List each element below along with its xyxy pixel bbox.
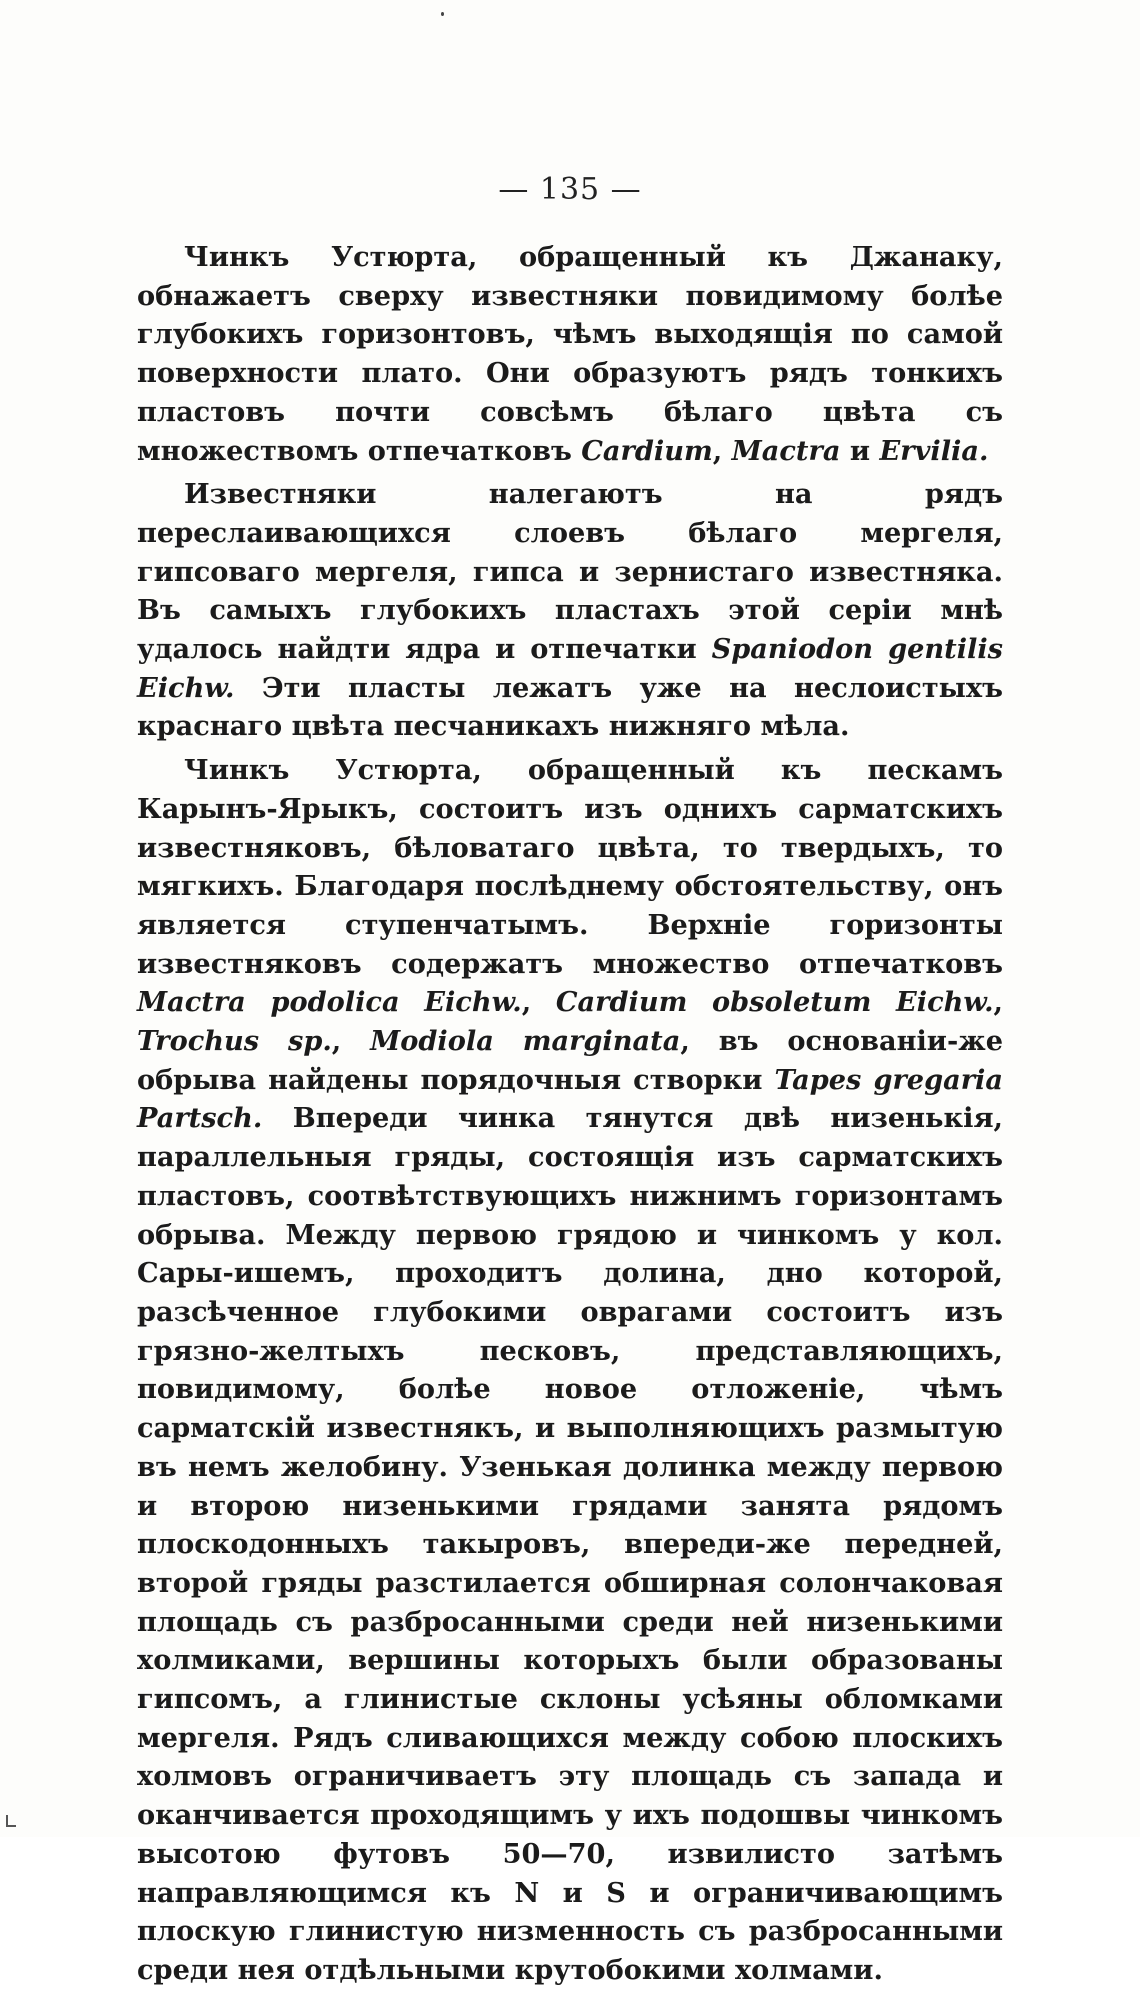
taxon-name: Modiola marginata [370,1025,681,1058]
taxon-name: Tapes gregaria Partsch. [137,1063,1003,1135]
taxon-name: Ervilia. [879,434,989,467]
paragraph-3 [137,751,1003,1990]
corner-mark [6,1815,16,1827]
taxon-name: Mactra podolica Eichw. [137,986,522,1019]
taxon-name: Cardium obsoletum Eichw. [555,986,994,1019]
text-segment: , [993,986,1003,1019]
text-segment: , [521,986,556,1019]
print-speck [441,12,444,16]
text-segment: и [840,434,880,467]
body-text [137,238,1003,1995]
paragraph-2 [137,475,1003,746]
text-segment: Чинкъ Устюрта, обращенный къ Джанаку, обнажаетъ сверху известняки повидимому болѣе глубокихъ горизонтовъ, чѣмъ выходящія по самой поверхности плато. Они образуютъ рядъ тонкихъ пластовъ почти совсѣмъ бѣлаго цвѣта съ множествомъ отпечатковъ [137,241,1003,467]
taxon-name: Cardium [581,434,713,467]
paragraph-1 [137,238,1003,470]
page-number: — 135 — [498,172,642,207]
taxon-name: Mactra [731,434,841,467]
text-segment: , въ основаніи-же обрыва найдены порядочныя створки [137,1025,1003,1096]
text-segment: , [712,434,732,467]
text-segment: Известняки налегаютъ на рядъ переслаивающихся слоевъ бѣлаго мергеля, гипсоваго мергеля, гипса и зернистаго известняка. Въ самыхъ глубокихъ пластахъ этой серіи мнѣ удалось найдти ядра и отпечатки [137,478,1003,666]
text-segment: Впереди чинка тянутся двѣ низенькія, параллельныя гряды, состоящія изъ сарматскихъ пластовъ, соотвѣтствующихъ нижнимъ горизонтамъ обрыва. Между первою грядою и чинкомъ у кол. Сары-ишемъ, проходитъ долина, дно которой, разсѣченное глубокими оврагами состоитъ изъ грязно-желтыхъ песковъ, представляющихъ, повидимому, болѣе новое отложеніе, чѣмъ сарматскій известнякъ, и выполняющихъ размытую въ немъ желобину. Узенькая долинка между первою и второю низенькими грядами занята рядомъ плоскодонныхъ такыровъ, впереди-же передней, второй гряды разстилается обширная солончаковая площадь съ разбросанными среди ней низенькими холмиками, вершины которыхъ были образованы гипсомъ, а глинистые склоны усѣяны обломками мергеля. Рядъ сливающихся между собою плоскихъ холмовъ ограничиваетъ эту площадь съ запада и оканчивается проходящимъ у ихъ подошвы чинкомъ высотою футовъ 50—70, извилисто затѣмъ направляющимся къ N и S и ограничивающимъ плоскую глинистую низменность съ разбросанными среди нея отдѣльными крутобокими холмами. [137,1102,1003,1986]
text-segment: , [331,1025,371,1058]
taxon-name: Spaniodon gentilis Eichw. [137,633,1003,704]
text-segment: Чинкъ Устюрта, обращенный къ пескамъ Карынъ-Ярыкъ, состоитъ изъ однихъ сарматскихъ известняковъ, бѣловатаго цвѣта, то твердыхъ, то мягкихъ. Благодаря послѣднему обстоятельству, онъ является ступенчатымъ. Верхніе горизонты известняковъ содержатъ множество отпечатковъ [137,754,1003,980]
text-segment: Эти пласты лежатъ уже на неслоистыхъ краснаго цвѣта песчаникахъ нижняго мѣла. [137,671,1003,743]
taxon-name: Trochus sp. [137,1025,332,1058]
